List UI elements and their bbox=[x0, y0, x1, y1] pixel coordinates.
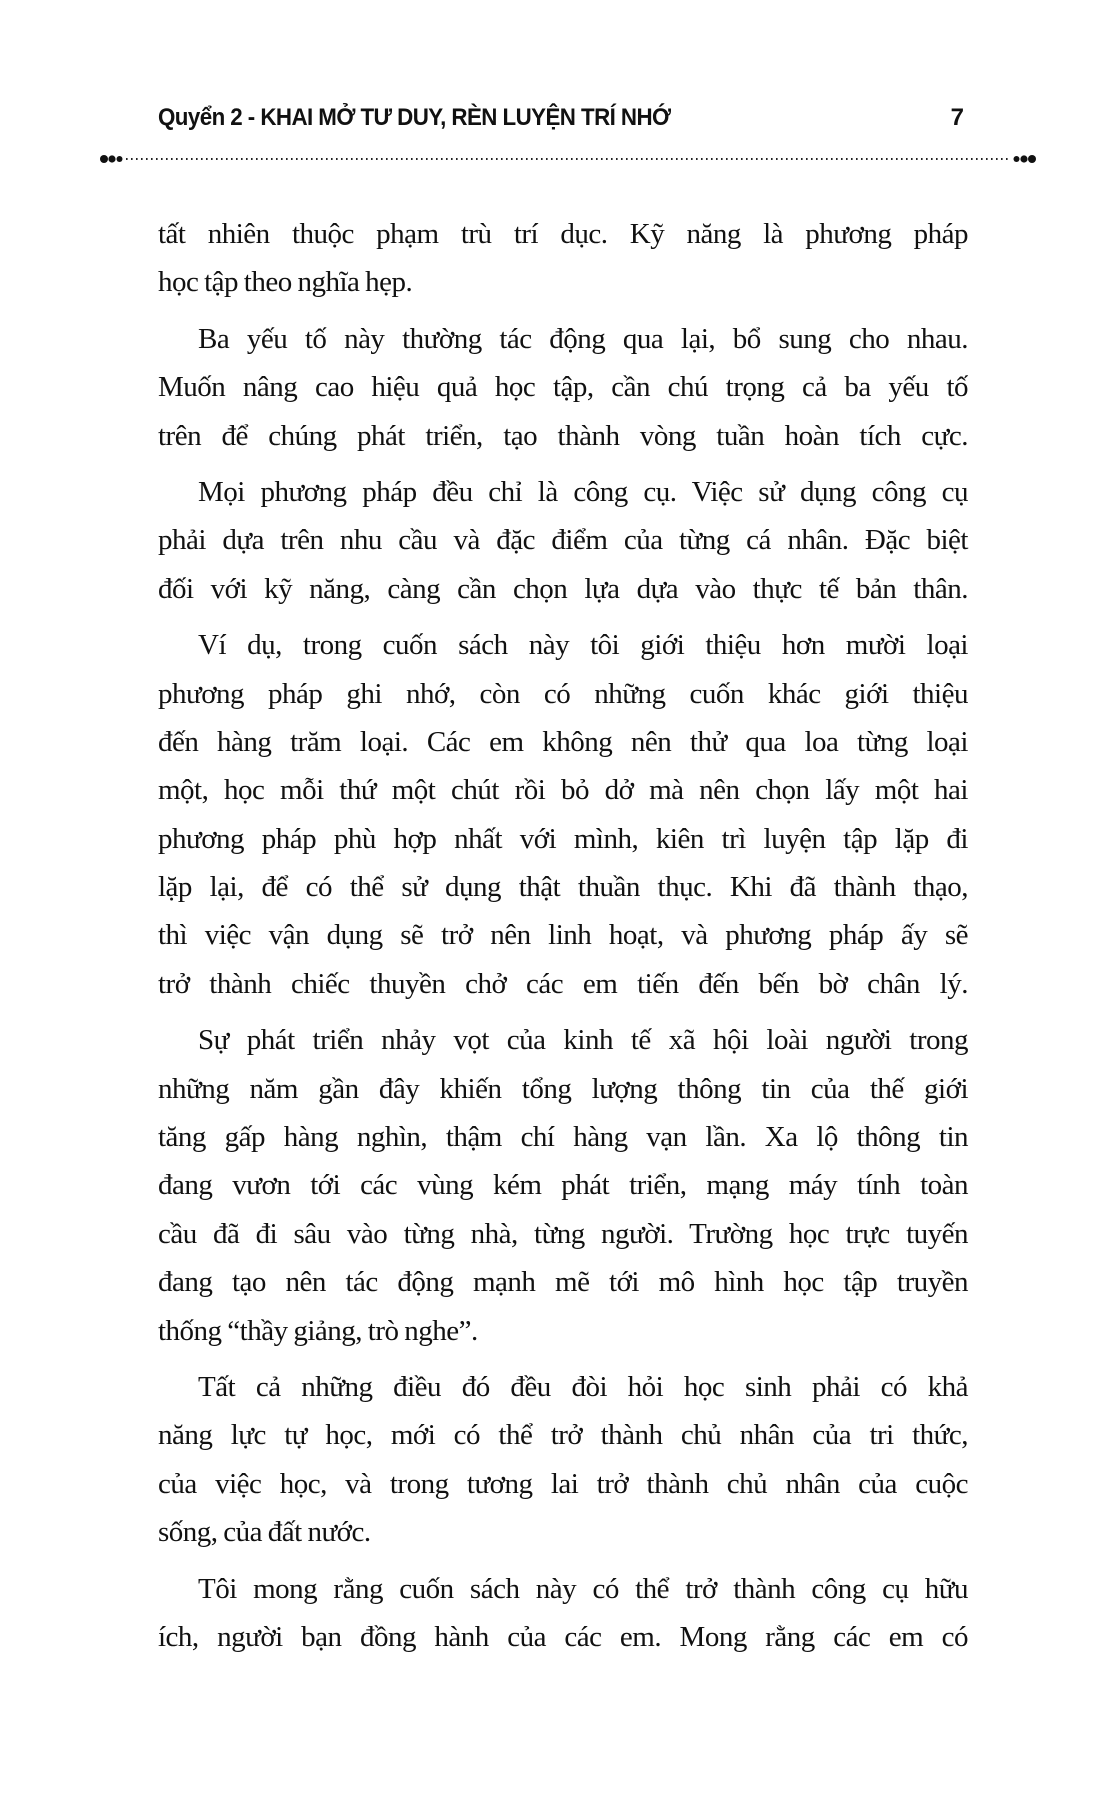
page-number: 7 bbox=[950, 104, 964, 131]
text-line: Ví dụ, trong cuốn sách này tôi giới thiệu hơn mười loại bbox=[198, 629, 968, 662]
text-line: sống, của đất nước. bbox=[158, 1516, 371, 1549]
paragraph bbox=[158, 1016, 968, 1355]
text-line: phương pháp phù hợp nhất với mình, kiên trì luyện tập lặp đi bbox=[158, 822, 968, 855]
paragraph bbox=[158, 621, 968, 1008]
text-line: lặp lại, để có thể sử dụng thật thuần thục. Khi đã thành thạo, bbox=[158, 871, 968, 904]
text-line: Mọi phương pháp đều chỉ là công cụ. Việc sử dụng công cụ bbox=[198, 475, 968, 508]
text-line: ích, người bạn đồng hành của các em. Mong rằng các em có bbox=[158, 1620, 968, 1653]
running-header bbox=[158, 104, 968, 138]
text-line: cầu đã đi sâu vào từng nhà, từng người. Trường học trực tuyến bbox=[158, 1217, 968, 1250]
text-line: tăng gấp hàng nghìn, thậm chí hàng vạn lần. Xa lộ thông tin bbox=[158, 1121, 968, 1154]
text-line: trở thành chiếc thuyền chở các em tiến đến bến bờ chân lý. bbox=[158, 967, 968, 1000]
text-line: của việc học, và trong tương lai trở thành chủ nhân của cuộc bbox=[158, 1467, 968, 1500]
text-line: một, học mỗi thứ một chút rồi bỏ dở mà nên chọn lấy một hai bbox=[158, 774, 968, 807]
paragraph-continued bbox=[158, 210, 968, 307]
text-line: phải dựa trên nhu cầu và đặc điểm của từng cá nhân. Đặc biệt bbox=[158, 524, 968, 557]
text-line: Muốn nâng cao hiệu quả học tập, cần chú trọng cả ba yếu tố bbox=[158, 371, 968, 404]
paragraph bbox=[158, 315, 968, 460]
header-title: Quyển 2 - KHAI MỞ TƯ DUY, RÈN LUYỆN TRÍ NHỚ bbox=[158, 104, 671, 131]
text-line: Tất cả những điều đó đều đòi hỏi học sinh phải có khả bbox=[198, 1370, 968, 1403]
text-line: Tôi mong rằng cuốn sách này có thể trở thành công cụ hữu bbox=[198, 1572, 968, 1605]
paragraph bbox=[158, 468, 968, 613]
dotted-ornament-rule-icon bbox=[100, 153, 1036, 165]
text-line: đối với kỹ năng, càng cần chọn lựa dựa vào thực tế bản thân. bbox=[158, 572, 968, 605]
text-line: thống “thầy giảng, trò nghe”. bbox=[158, 1314, 478, 1347]
text-line: học tập theo nghĩa hẹp. bbox=[158, 266, 413, 299]
text-line: phương pháp ghi nhớ, còn có những cuốn khác giới thiệu bbox=[158, 677, 968, 710]
text-line: năng lực tự học, mới có thể trở thành chủ nhân của tri thức, bbox=[158, 1419, 968, 1452]
text-line: thì việc vận dụng sẽ trở nên linh hoạt, và phương pháp ấy sẽ bbox=[158, 919, 968, 952]
text-line: trên để chúng phát triển, tạo thành vòng tuần hoàn tích cực. bbox=[158, 419, 968, 452]
text-line: đến hàng trăm loại. Các em không nên thử qua loa từng loại bbox=[158, 725, 968, 758]
text-line: Sự phát triển nhảy vọt của kinh tế xã hội loài người trong bbox=[198, 1024, 968, 1057]
text-line: những năm gần đây khiến tổng lượng thông tin của thế giới bbox=[158, 1072, 968, 1105]
paragraph-continues bbox=[158, 1565, 968, 1662]
body-text bbox=[158, 210, 968, 1669]
text-line: tất nhiên thuộc phạm trù trí dục. Kỹ năng là phương pháp bbox=[158, 218, 968, 250]
text-line: Ba yếu tố này thường tác động qua lại, bổ sung cho nhau. bbox=[198, 322, 968, 355]
text-line: đang vươn tới các vùng kém phát triển, mạng máy tính toàn bbox=[158, 1169, 968, 1202]
paragraph bbox=[158, 1363, 968, 1557]
text-line: đang tạo nên tác động mạnh mẽ tới mô hình học tập truyền bbox=[158, 1266, 968, 1299]
